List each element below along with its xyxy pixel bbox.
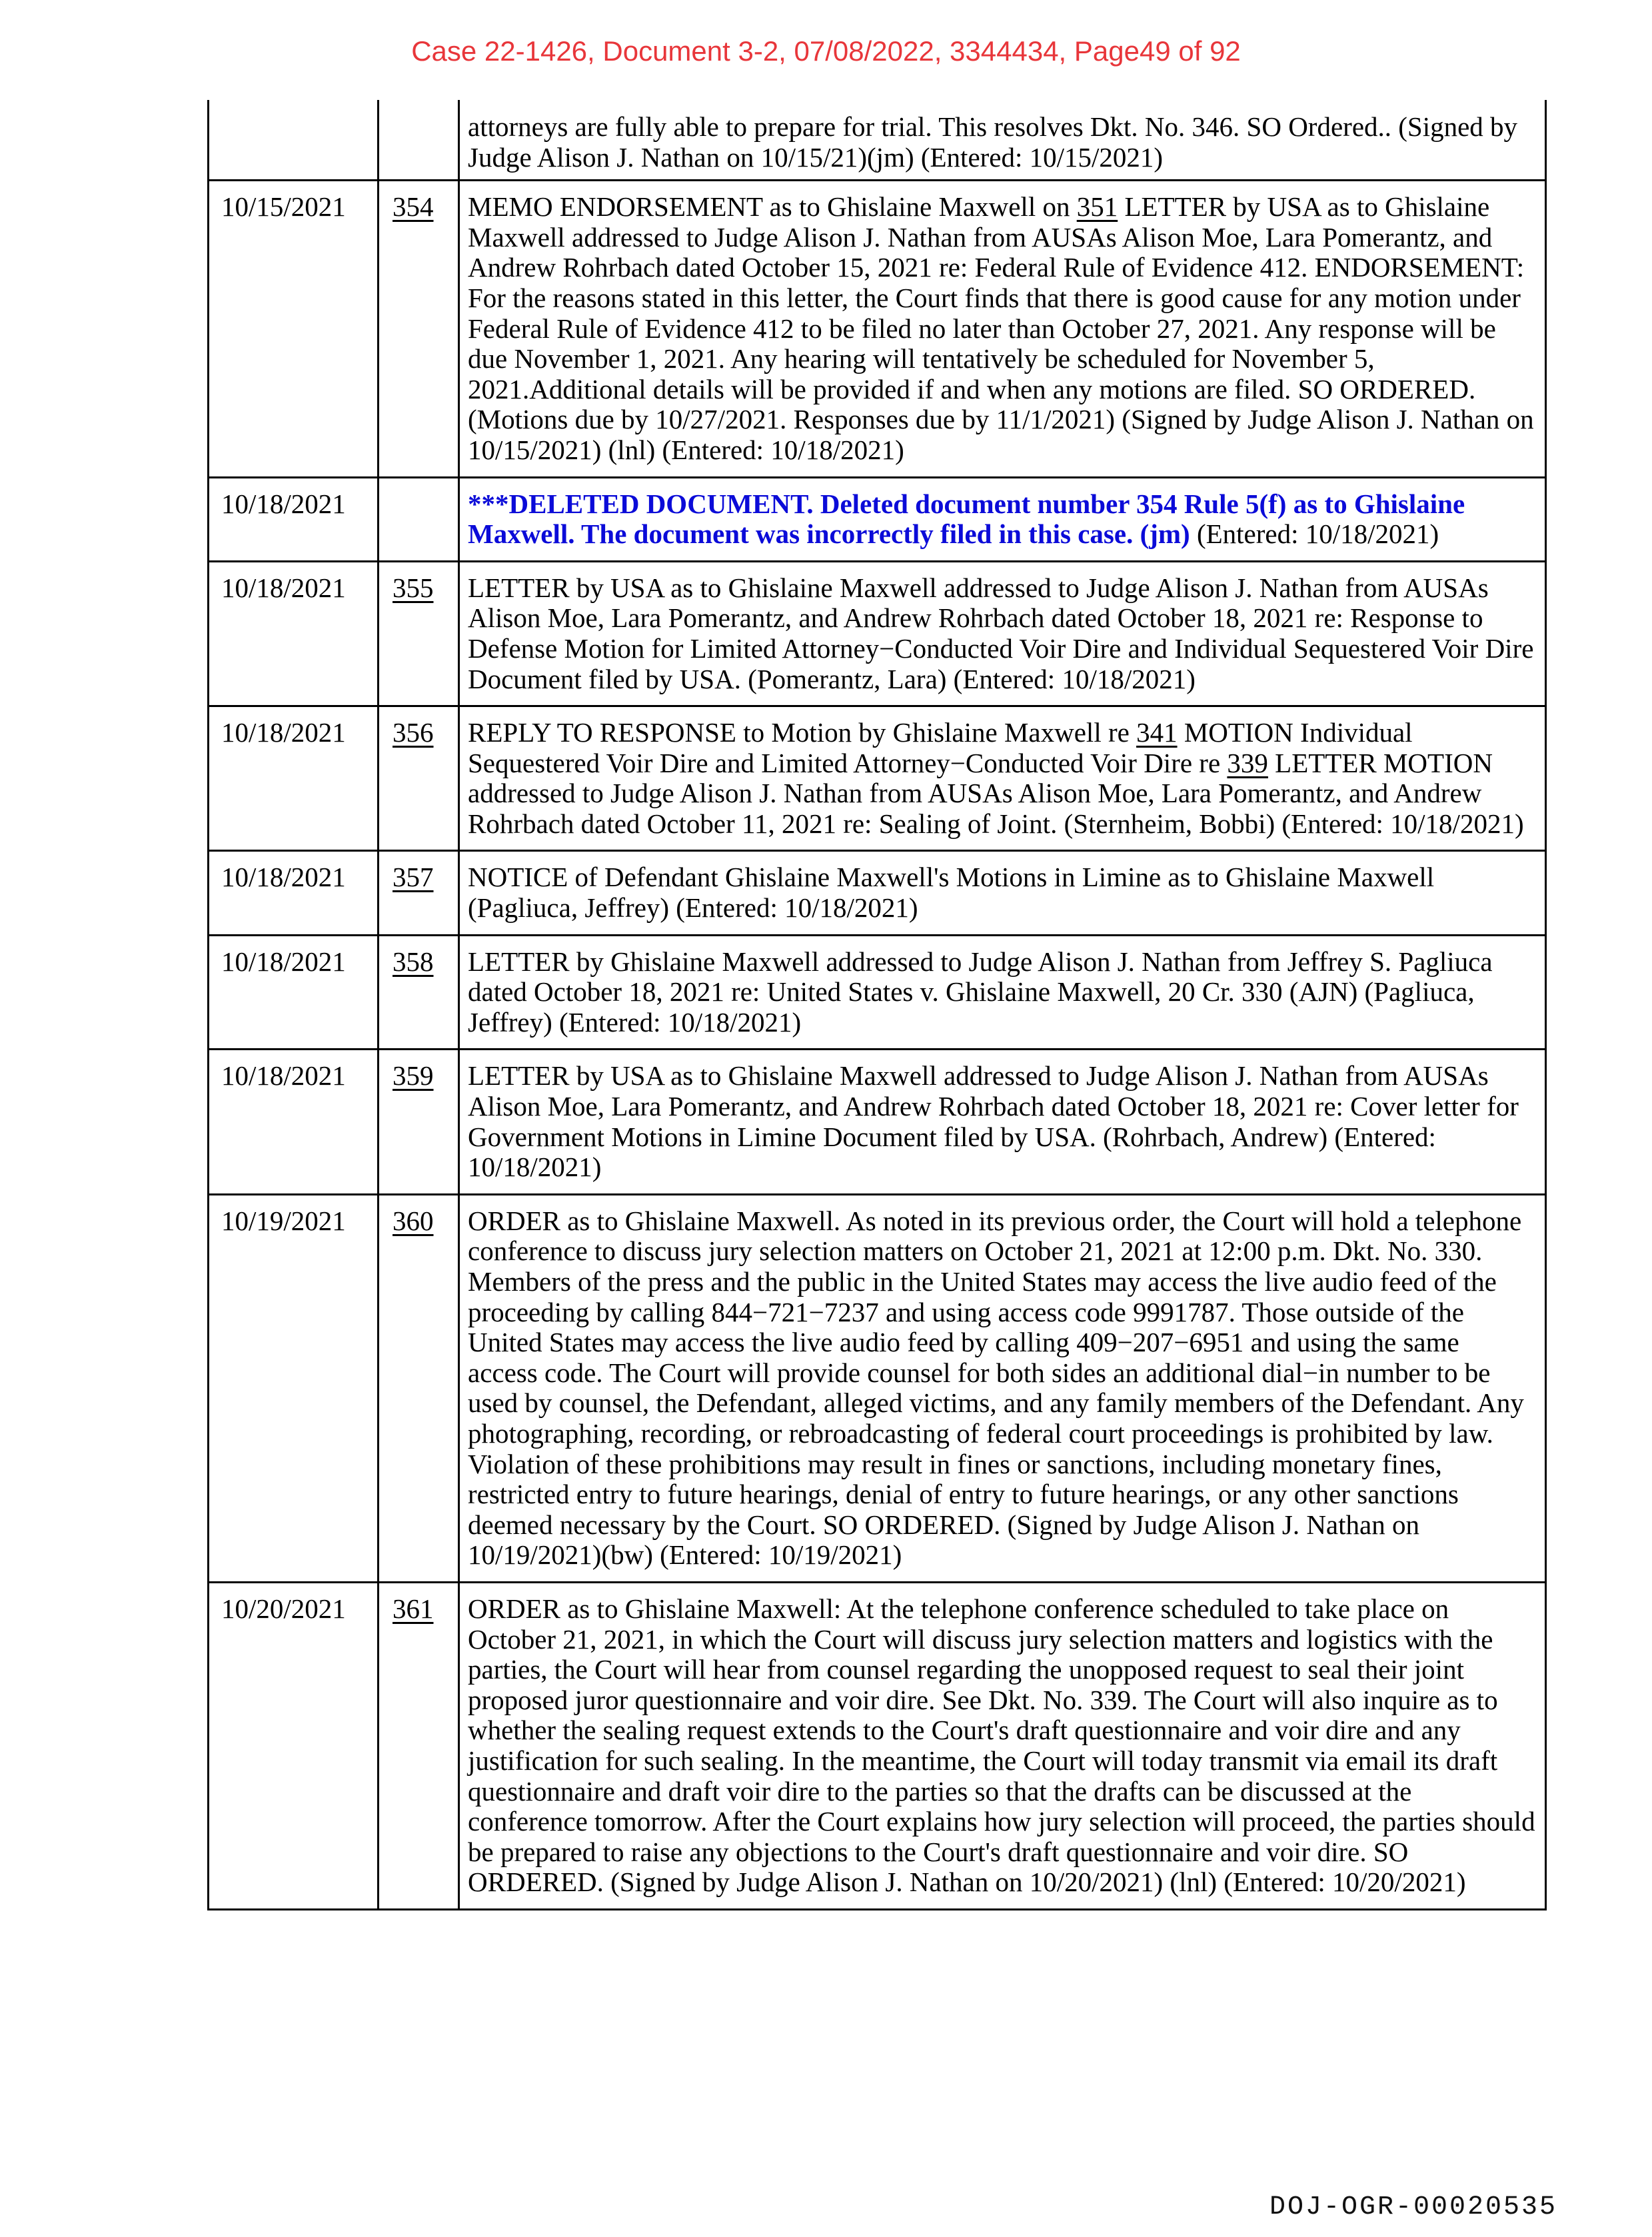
number-cell bbox=[379, 851, 459, 935]
docket-text-cell: attorneys are fully able to prepare for trial. This resolves Dkt. No. 346. SO Ordered.. (Signed by Judge Alison J. Nathan on 10/15/21)(jm) (Entered: 10/15/2021) bbox=[459, 100, 1546, 181]
docket-link-360[interactable]: 360 bbox=[393, 1205, 434, 1236]
number-cell bbox=[379, 477, 459, 561]
docket-text-cell: NOTICE of Defendant Ghislaine Maxwell's Motions in Limine as to Ghislaine Maxwell (Pagliuca, Jeffrey) (Entered: 10/18/2021) bbox=[459, 851, 1546, 935]
docket-text-cell: ORDER as to Ghislaine Maxwell. As noted in its previous order, the Court will hold a telephone conference to discuss jury selection matters on October 21, 2021 at 12:00 p.m. Dkt. No. 330. Members of the press and the public in the United States may access the live audio feed of the proceeding by calling 844−721−7237 and using access code 9991787. Those outside of the United States may access the live audio feed by calling 409−207−6951 and using the same access code. The Court will provide counsel for both sides an additional dial−in number to be used by counsel, the Defendant, alleged victims, and any family members of the Defendant. Any photographing, recording, or rebroadcasting of federal court proceedings is prohibited by law. Violation of these prohibitions may result in fines or sanctions, including monetary fines, restricted entry to future hearings, denial of entry to future hearings, or any other sanctions deemed necessary by the Court. SO ORDERED. (Signed by Judge Alison J. Nathan on 10/19/2021)(bw) (Entered: 10/19/2021) bbox=[459, 1194, 1546, 1582]
table-row-360 bbox=[209, 1194, 1546, 1582]
docket-text: LETTER by USA as to Ghislaine Maxwell addressed to Judge Alison J. Nathan from AUSAs Alison Moe, Lara Pomerantz, and Andrew Rohrbach dated October 15, 2021 re: Federal Rule of Evidence 412. ENDORSEMENT: For the reasons stated in this letter, the Court finds that there is good cause for any motion under Federal Rule of Evidence 412 to be filed no later than October 27, 2021. Any response will be due November 1, 2021. Any hearing will tentatively be scheduled for November 5, 2021.Additional details will be provided if and when any motions are filed. SO ORDERED. (Motions due by 10/27/2021. Responses due by 11/1/2021) (Signed by Judge Alison J. Nathan on 10/15/2021) (lnl) (Entered: 10/18/2021) bbox=[468, 191, 1534, 465]
docket-text-cell bbox=[459, 706, 1546, 851]
date-cell: 10/18/2021 bbox=[209, 935, 379, 1050]
docket-table bbox=[207, 100, 1547, 1910]
docket-ref-link-341[interactable]: 341 bbox=[1136, 717, 1178, 748]
number-cell bbox=[379, 935, 459, 1050]
date-cell: 10/18/2021 bbox=[209, 851, 379, 935]
docket-text: (Entered: 10/18/2021) bbox=[1190, 518, 1439, 550]
number-cell bbox=[379, 1050, 459, 1194]
date-cell bbox=[209, 100, 379, 181]
docket-link-355[interactable]: 355 bbox=[393, 572, 434, 603]
bates-number: DOJ-OGR-00020535 bbox=[1269, 2192, 1558, 2222]
table-row-356 bbox=[209, 706, 1546, 851]
docket-ref-link-351[interactable]: 351 bbox=[1076, 191, 1118, 223]
docket-link-361[interactable]: 361 bbox=[393, 1593, 434, 1624]
date-cell: 10/18/2021 bbox=[209, 1050, 379, 1194]
docket-link-356[interactable]: 356 bbox=[393, 717, 434, 748]
docket-text-cell bbox=[459, 477, 1546, 561]
table-row-358 bbox=[209, 935, 1546, 1050]
docket-text-cell: ORDER as to Ghislaine Maxwell: At the telephone conference scheduled to take place on October 21, 2021, in which the Court will discuss jury selection matters and logistics with the parties, the Court will hear from counsel regarding the unopposed request to seal their joint proposed juror questionnaire and voir dire. See Dkt. No. 339. The Court will also inquire as to whether the sealing request extends to the Court's draft questionnaire and voir dire and any justification for such sealing. In the meantime, the Court will today transmit via email its draft questionnaire and draft voir dire to the parties so that the drafts can be discussed at the conference tomorrow. After the Court explains how jury selection will proceed, the parties should be prepared to raise any objections to the Court's draft questionnaire and voir dire. SO ORDERED. (Signed by Judge Alison J. Nathan on 10/20/2021) (lnl) (Entered: 10/20/2021) bbox=[459, 1582, 1546, 1909]
table-row-355 bbox=[209, 561, 1546, 706]
docket-text-cell: LETTER by Ghislaine Maxwell addressed to Judge Alison J. Nathan from Jeffrey S. Pagliuca dated October 18, 2021 re: United States v. Ghislaine Maxwell, 20 Cr. 330 (AJN) (Pagliuca, Jeffrey) (Entered: 10/18/2021) bbox=[459, 935, 1546, 1050]
table-row-357 bbox=[209, 851, 1546, 935]
date-cell: 10/15/2021 bbox=[209, 181, 379, 477]
number-cell bbox=[379, 1194, 459, 1582]
docket-link-357[interactable]: 357 bbox=[393, 862, 434, 893]
docket-ref-link-339[interactable]: 339 bbox=[1227, 747, 1268, 778]
docket-link-358[interactable]: 358 bbox=[393, 946, 434, 977]
docket-text-cell: LETTER by USA as to Ghislaine Maxwell addressed to Judge Alison J. Nathan from AUSAs Alison Moe, Lara Pomerantz, and Andrew Rohrbach dated October 18, 2021 re: Response to Defense Motion for Limited Attorney−Conducted Voir Dire and Individual Sequestered Voir Dire Document filed by USA. (Pomerantz, Lara) (Entered: 10/18/2021) bbox=[459, 561, 1546, 706]
number-cell bbox=[379, 100, 459, 181]
number-cell bbox=[379, 706, 459, 851]
number-cell bbox=[379, 181, 459, 477]
table-row-continued bbox=[209, 100, 1546, 181]
docket-text: MEMO ENDORSEMENT as to Ghislaine Maxwell on bbox=[468, 191, 1077, 223]
table-row-361 bbox=[209, 1582, 1546, 1909]
date-cell: 10/18/2021 bbox=[209, 561, 379, 706]
docket-text-cell: LETTER by USA as to Ghislaine Maxwell addressed to Judge Alison J. Nathan from AUSAs Alison Moe, Lara Pomerantz, and Andrew Rohrbach dated October 18, 2021 re: Cover letter for Government Motions in Limine Document filed by USA. (Rohrbach, Andrew) (Entered: 10/18/2021) bbox=[459, 1050, 1546, 1194]
date-cell: 10/18/2021 bbox=[209, 477, 379, 561]
docket-link-354[interactable]: 354 bbox=[393, 191, 434, 223]
table-row-354 bbox=[209, 181, 1546, 477]
date-cell: 10/19/2021 bbox=[209, 1194, 379, 1582]
number-cell bbox=[379, 561, 459, 706]
docket-text: LETTER MOTION addressed to Judge Alison J. Nathan from AUSAs Alison Moe, Lara Pomerantz, and Andrew Rohrbach dated October 11, 2021 re: Sealing of Joint. (Sternheim, Bobbi) (Entered: 10/18/2021) bbox=[468, 747, 1524, 839]
docket-link-359[interactable]: 359 bbox=[393, 1060, 434, 1092]
number-cell bbox=[379, 1582, 459, 1909]
table-row-deleted bbox=[209, 477, 1546, 561]
date-cell: 10/20/2021 bbox=[209, 1582, 379, 1909]
case-header-stamp: Case 22-1426, Document 3-2, 07/08/2022, 3344434, Page49 of 92 bbox=[411, 35, 1241, 67]
table-row-359 bbox=[209, 1050, 1546, 1194]
docket-text: MOTION Individual Sequestered Voir Dire and Limited Attorney−Conducted Voir Dire re bbox=[468, 717, 1413, 778]
docket-text-cell bbox=[459, 181, 1546, 477]
date-cell: 10/18/2021 bbox=[209, 706, 379, 851]
deleted-document-notice: ***DELETED DOCUMENT. Deleted document number 354 Rule 5(f) as to Ghislaine Maxwell. The document was incorrectly filed in this case. (jm) bbox=[468, 488, 1465, 550]
docket-text: REPLY TO RESPONSE to Motion by Ghislaine Maxwell re bbox=[468, 717, 1137, 748]
